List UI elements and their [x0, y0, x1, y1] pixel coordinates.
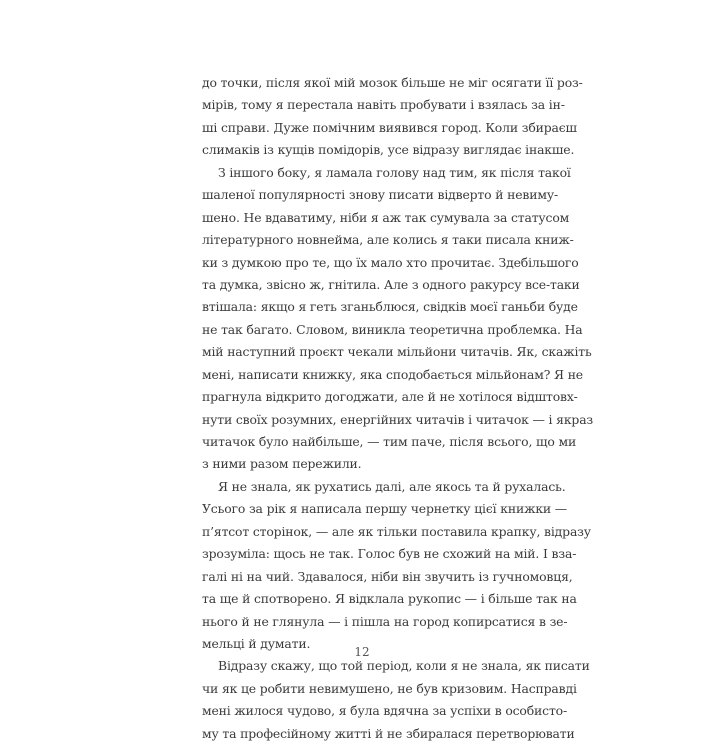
text-line: мій наступний проєкт чекали мільйони читачів. Як, скажіть	[202, 344, 592, 360]
text-line: Усього за рік я написала першу чернетку цієї книжки —	[202, 501, 568, 517]
text-line: не так багато. Словом, виникла теоретична проблемка. На	[202, 321, 583, 337]
text-line: та думка, звісно ж, гнітила. Але з одного ракурсу все-таки	[202, 276, 580, 292]
text-line: Відразу скажу, що той період, коли я не знала, як писати	[218, 658, 590, 674]
text-line: галі ні на чий. Здавалося, ніби він звучить із гучномовця,	[202, 568, 573, 584]
text-line: слимаків із кущів помідорів, усе відразу виглядає інакше.	[202, 142, 575, 158]
text-line: читачок було найбільше, — тим паче, після всього, що ми	[202, 434, 577, 449]
text-line: шено. Не вдаватиму, ніби я аж так сумувала за статусом	[202, 209, 570, 225]
text-line: літературного новнейма, але колись я таки писала книж-	[202, 232, 574, 248]
text-line: мірів, тому я перестала навіть пробувати і взялась за ін-	[202, 97, 565, 113]
text-line: втішала: якщо я геть зганьблюся, свідків моєї ганьби буде	[202, 299, 578, 315]
text-line: з ними разом пережили.	[202, 456, 362, 472]
text-line: чи як це робити невимушено, не був кризовим. Насправді	[202, 680, 577, 696]
text-line: Я не знала, як рухатись далі, але якось та й рухалась.	[218, 478, 566, 494]
text-line: ші справи. Дуже помічним виявився город. Коли збираєш	[202, 119, 577, 135]
text-line: нути своїх розумних, енергійних читачів і читачок — і якраз	[202, 411, 594, 427]
text-line: мені жилося чудово, я була вдячна за успіхи в особисто-	[202, 703, 568, 719]
text-line: до точки, після якої мій мозок більше не міг осягати її роз-	[202, 75, 583, 90]
page-number: 12	[354, 645, 370, 659]
text-line: нього й не глянула — і пішла на город копирсатися в зе-	[202, 613, 568, 629]
text-line: мені, написати книжку, яка сподобається мільйонам? Я не	[202, 366, 583, 382]
text-line: п’ятсот сторінок, — але як тільки поставила крапку, відразу	[202, 523, 591, 539]
text-line: ки з думкою про те, що їх мало хто прочитає. Здебільшого	[202, 254, 579, 270]
text-line: зрозуміла: щось не так. Голос був не схожий на мій. І вза-	[202, 546, 577, 562]
text-line: та ще й спотворено. Я відклала рукопис — і більше так на	[202, 591, 577, 607]
text-line: шаленої популярності знову писати відверто й невиму-	[202, 187, 559, 203]
text-line: З іншого боку, я ламала голову над тим, як після такої	[218, 164, 571, 180]
text-line: прагнула відкрито догоджати, але й не хотілося відштовх-	[202, 389, 578, 405]
text-line: мельці й думати.	[202, 635, 311, 651]
text-line: му та професійному житті й не збиралася перетворювати	[202, 725, 575, 741]
